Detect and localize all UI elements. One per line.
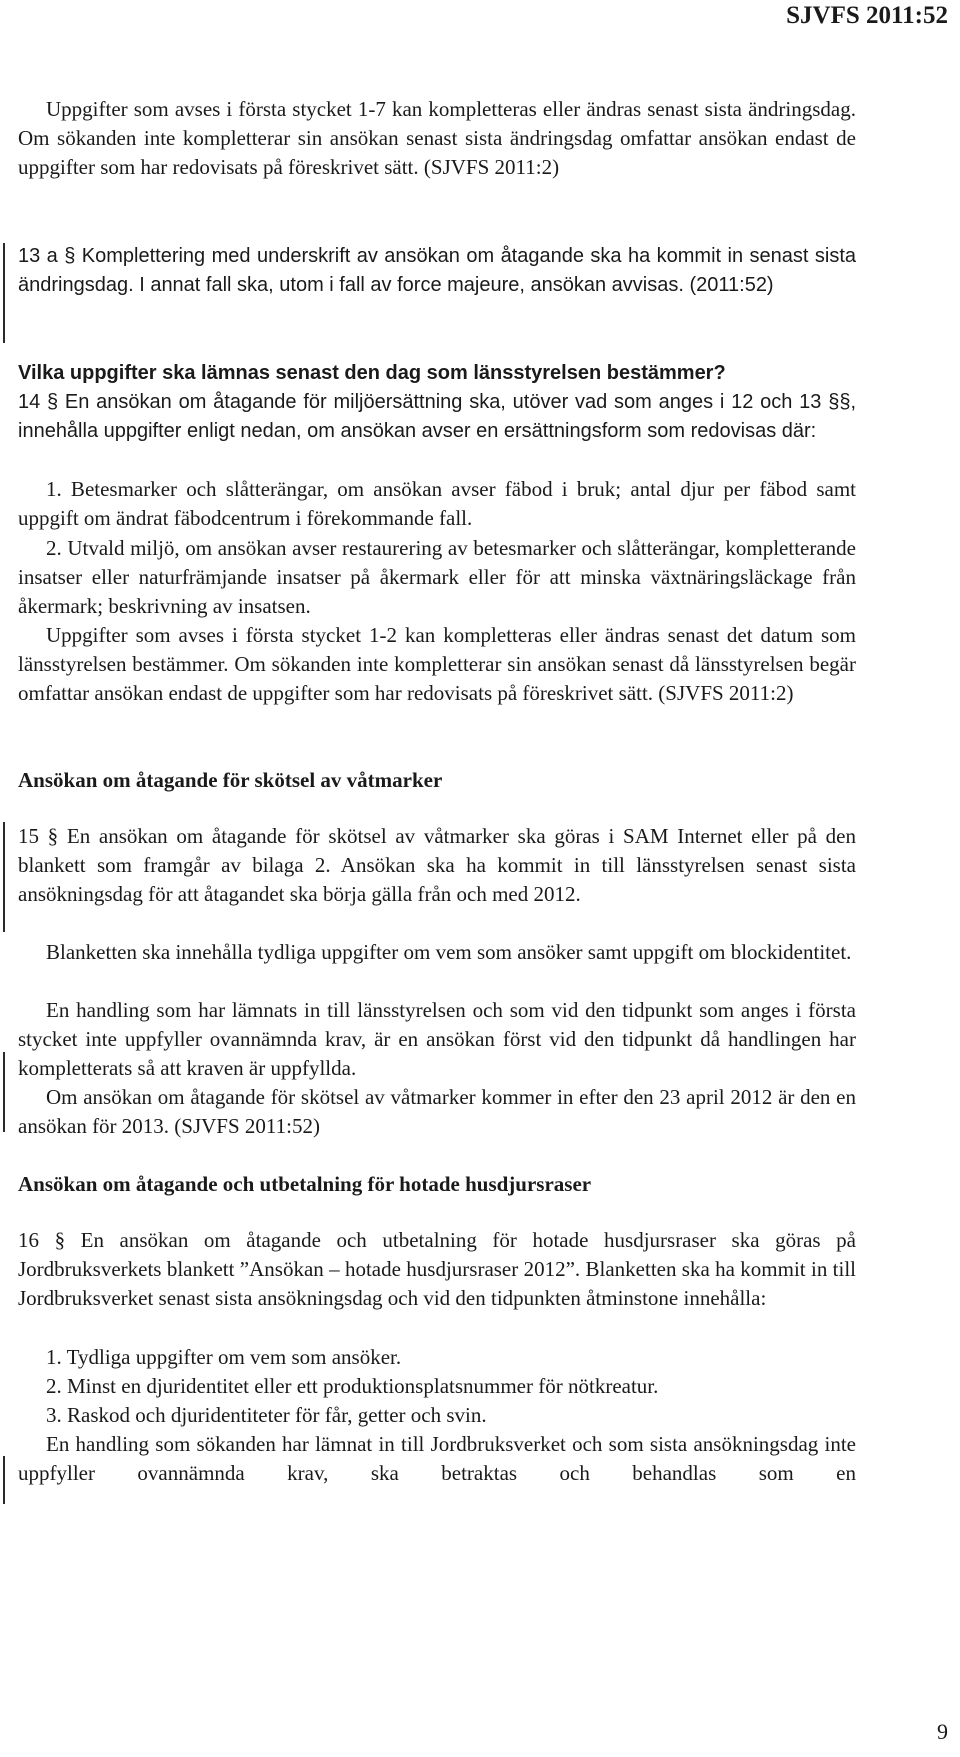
- list-item: 2. Minst en djuridentitet eller ett produktionsplatsnummer för nötkreatur.: [46, 1374, 659, 1398]
- paragraph-16: 16 § En ansökan om åtagande och utbetalning för hotade husdjursraser ska göras på Jordbruksverkets blankett ”Ansökan – hotade husdjursraser 2012”. Blanketten ska ha kommit in till Jordbruksverket senast sista ansökningsdag och vid den tidpunkten åtminstone innehålla:: [18, 1228, 856, 1310]
- paragraph: Om ansökan om åtagande för skötsel av våtmarker kommer in efter den 23 april 2012 är den en ansökan för 2013. (SJVFS 2011:52): [18, 1085, 856, 1138]
- paragraph: Blanketten ska innehålla tydliga uppgifter om vem som ansöker samt uppgift om blockidentitet.: [46, 940, 852, 964]
- list-item: 1. Tydliga uppgifter om vem som ansöker.: [46, 1345, 402, 1369]
- paragraph: Uppgifter som avses i första stycket 1-7 kan kompletteras eller ändras senast sista ändringsdag. Om sökanden inte kompletterar sin ansökan senast sista ändringsdag omfattar ansökan endast de uppgifter som har redovisats på föreskrivet sätt. (SJVFS 2011:2): [18, 97, 856, 179]
- paragraph-15: 15 § En ansökan om åtagande för skötsel av våtmarker ska göras i SAM Internet eller på den blankett som framgår av bilaga 2. Ansökan ska ha kommit in till länsstyrelsen senast sista ansökningsdag för att åtagandet ska börja gälla från och med 2012.: [18, 824, 856, 906]
- page-number: 9: [937, 1719, 948, 1744]
- list-item: 2. Utvald miljö, om ansökan avser restaurering av betesmarker och slåtterängar, kompletterande insatser eller naturfrämjande insatser på åkermark eller för att minska växtnäringsläckage från åkermark; beskrivning av insatsen.: [18, 536, 856, 618]
- running-header: SJVFS 2011:52: [786, 2, 948, 29]
- paragraph: En handling som har lämnats in till länsstyrelsen och som vid den tidpunkt som anges i första stycket inte uppfyller ovannämnda krav, är en ansökan först vid den tidpunkt då handlingen har kompletterats så att kraven är uppfyllda.: [18, 998, 856, 1080]
- section-heading: Ansökan om åtagande och utbetalning för hotade husdjursraser: [18, 1172, 592, 1196]
- paragraph-13a: 13 a § Komplettering med underskrift av ansökan om åtagande ska ha kommit in senast sista ändringsdag. I annat fall ska, utom i fall av force majeure, ansökan avvisas. (2011:52): [18, 245, 856, 296]
- section-heading: Vilka uppgifter ska lämnas senast den dag som länsstyrelsen bestämmer?: [18, 362, 726, 384]
- change-bar: [3, 243, 5, 343]
- paragraph: Uppgifter som avses i första stycket 1-2 kan kompletteras eller ändras senast det datum som länsstyrelsen bestämmer. Om sökanden inte kompletterar sin ansökan senast då länsstyrelsen begär omfattar ansökan endast de uppgifter som har redovisats på föreskrivet sätt. (SJVFS 2011:2): [18, 623, 856, 705]
- change-bar: [3, 1052, 5, 1132]
- paragraph-14: 14 § En ansökan om åtagande för miljöersättning ska, utöver vad som anges i 12 och 13 §§, innehålla uppgifter enligt nedan, om ansökan avser en ersättningsform som redovisas där:: [18, 391, 856, 442]
- section-heading: Ansökan om åtagande för skötsel av våtmarker: [18, 768, 443, 792]
- change-bar: [3, 1456, 5, 1504]
- list-item: 1. Betesmarker och slåtterängar, om ansökan avser fäbod i bruk; antal djur per fäbod samt uppgift om ändrat fäbodcentrum i förekommande fall.: [18, 477, 856, 530]
- list-item: 3. Raskod och djuridentiteter för får, getter och svin.: [46, 1403, 487, 1427]
- change-bar: [3, 822, 5, 932]
- paragraph: En handling som sökanden har lämnat in till Jordbruksverket och som sista ansökningsdag inte uppfyller ovannämnda krav, ska betraktas och behandlas som en: [18, 1432, 856, 1485]
